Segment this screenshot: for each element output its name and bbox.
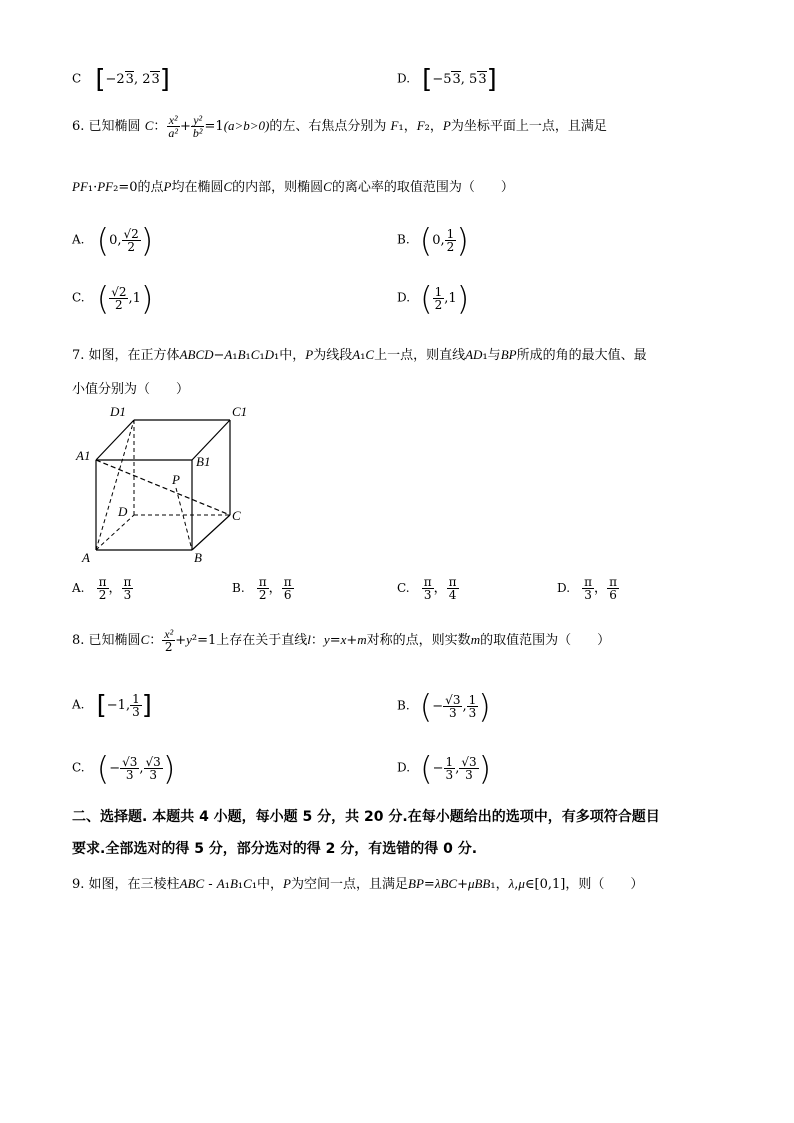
q5-option-c-label: C [72, 71, 82, 86]
q8-stem: 8. 已知椭圆C： $\frac{\text{x²}}{2}$ +y²=1上存在关于直线l：y=x+m对称的点，则实数m的取值范围为（ ） [72, 627, 611, 654]
q5-option-d-label: D. [397, 71, 411, 86]
q7-text6: 所成的角的最大值、最 [516, 348, 647, 363]
q7-number: 7. [72, 348, 85, 363]
q8-option-d[interactable]: D. (− $\frac{1}{3}$ , $\frac{√3}{3}$ ) [397, 749, 492, 787]
label-a: A [82, 550, 90, 565]
label-b1: B1 [196, 454, 211, 469]
q8-option-c-label: C. [72, 760, 85, 775]
q6-text7: 的离心率的取值范围为（ ） [331, 180, 514, 195]
label-d1: D1 [110, 404, 126, 419]
q7-text4: 上一点，则直线 [374, 348, 466, 363]
section2-line2: 要求.全部选对的得 5 分，部分选对的得 2 分，有选错的得 0 分. [72, 841, 478, 857]
q6-text1: 已知椭圆 [88, 119, 141, 134]
q6-stem-line1: 6. 已知椭圆 C： $\frac{\text{x²}}{\text{a²}}$ + $\frac{\text{y²}}{\text{b²}}$ =1(a>b>0)的左、右焦点分别为 F₁，F₂，P为坐标平面上一点，且满足 [72, 113, 607, 140]
q6-text3: 为坐标平面上一点，且满足 [450, 119, 607, 134]
q6-option-d[interactable]: D. ( $\frac{1}{2}$ ,1) [397, 279, 470, 317]
q7-option-d-label: D. [557, 581, 571, 595]
q8-option-c[interactable]: C. (− $\frac{√3}{3}$ , $\frac{√3}{3}$ ) [72, 749, 176, 787]
q8-option-b[interactable]: B. (− $\frac{√3}{3}$ , $\frac{1}{3}$ ) [397, 687, 491, 725]
q8-text3: 对称的点，则实数 [366, 633, 471, 648]
q7-option-a[interactable]: A. $\frac{\pi}{2}$ ， $\frac{\pi}{3}$ [72, 575, 132, 602]
label-p: P [172, 472, 180, 487]
q8-text4: 的取值范围为（ ） [480, 633, 611, 648]
q6-option-b-label: B. [397, 232, 410, 247]
label-c1: C1 [232, 404, 248, 419]
q6-option-a[interactable]: A. (0, $\frac{√2}{2}$ ) [72, 221, 154, 259]
q6-text6: 的内部，则椭圆 [232, 180, 324, 195]
q7-text1: 如图，在正方体 [88, 348, 180, 363]
q8-option-b-label: B. [397, 698, 410, 713]
q7-option-c[interactable]: C. $\frac{\pi}{3}$ ， $\frac{\pi}{4}$ [397, 575, 457, 602]
label-b: B [194, 550, 202, 565]
q7-option-c-label: C. [397, 581, 410, 595]
q6-option-b[interactable]: B. (0, $\frac{1}{2}$ ) [397, 221, 469, 259]
q8-option-a-label: A. [72, 697, 85, 712]
q5-option-c[interactable] [72, 64, 170, 94]
q9-text2: 中， [257, 877, 284, 892]
q6-text5: 均在椭圆 [171, 180, 224, 195]
q7-option-a-label: A. [72, 581, 85, 595]
q8-text1: 已知椭圆 [88, 633, 141, 648]
q9-stem: 9. 如图，在三棱柱ABC - A₁B₁C₁中，P为空间一点，且满足BP=λBC+μBB₁，λ,μ∈[0,1]，则（ ） [72, 876, 644, 892]
q7-stem-line2: 小值分别为（ ） [72, 382, 190, 397]
q7-option-b[interactable]: B. $\frac{\pi}{2}$ ， $\frac{\pi}{6}$ [232, 575, 292, 602]
q7-text3: 为线段 [313, 348, 353, 363]
q9-text4: ，则（ ） [565, 877, 644, 892]
q8-number: 8. [72, 633, 85, 648]
q9-number: 9. [72, 877, 85, 892]
q6-option-c-label: C. [72, 290, 85, 305]
q6-option-c[interactable]: C. ( $\frac{√2}{2}$ ,1) [72, 279, 154, 317]
q8-option-a[interactable]: A. [−1, $\frac{1}{3}$ ] [72, 690, 152, 720]
label-c: C [232, 508, 241, 523]
q7-cube-figure [72, 400, 262, 570]
label-a1: A1 [76, 448, 91, 463]
q7-text5: 与 [487, 348, 501, 363]
q7-option-b-label: B. [232, 581, 245, 595]
q5-option-d-math: [−53, 53] [422, 64, 497, 94]
q6-text2: 的左、右焦点分别为 [269, 119, 387, 134]
q7-stem-line1: 7. 如图，在正方体ABCD−A₁B₁C₁D₁中，P为线段A₁C上一点，则直线AD₁与BP所成的角的最大值、最 [72, 347, 647, 363]
q6-number: 6. [72, 119, 85, 134]
q6-option-d-label: D. [397, 290, 411, 305]
q8-text2: 上存在关于直线 [216, 633, 308, 648]
q8-option-d-label: D. [397, 760, 411, 775]
q9-text3: 为空间一点，且满足 [291, 877, 409, 892]
q6-stem-line2: PF₁·PF₂=0的点P均在椭圆C的内部，则椭圆C的离心率的取值范围为（ ） [72, 179, 514, 195]
q6-option-a-label: A. [72, 232, 85, 247]
q7-text2: 中， [279, 348, 306, 363]
q5-option-d[interactable] [397, 64, 497, 94]
section2-line1: 二、选择题. 本题共 4 小题，每小题 5 分，共 20 分.在每小题给出的选项中，有多项符合题目 [72, 809, 660, 825]
label-d: D [118, 504, 128, 519]
q7-option-d[interactable]: D. $\frac{\pi}{3}$ ， $\frac{\pi}{6}$ [557, 575, 617, 602]
q6-text4: 的点 [137, 180, 164, 195]
q9-text1: 如图，在三棱柱 [88, 877, 180, 892]
q5-option-c-math: [−23, 23] [95, 64, 170, 94]
